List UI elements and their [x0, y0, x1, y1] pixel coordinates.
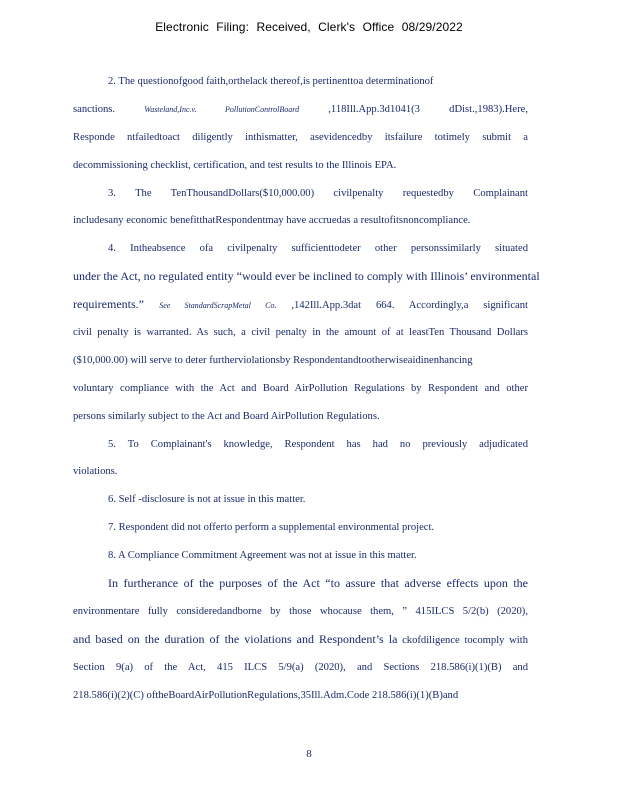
- text-line: violations.: [73, 466, 118, 478]
- text-line: [73, 598, 528, 626]
- text-line: 6. Self -disclosure is not at issue in this matter.: [108, 494, 306, 506]
- text-line: 218.586(i)(2)(C) oftheBoardAirPollutionRegulations,35Ill.Adm.Code 218.586(i)(1)(B)and: [73, 689, 459, 701]
- text-line: [73, 626, 528, 654]
- text-line: under the Act, no regulated entity “would ever be inclined to comply with Illinois’ environmental: [73, 269, 540, 284]
- text-line: 4. Intheabsence ofa civilpenalty sufficienttodeter other personssimilarly situated: [108, 243, 528, 255]
- text-line: decommissioning checklist, certification, and test results to the Illinois EPA.: [73, 159, 397, 171]
- filing-header: Electronic Filing: Received, Clerk's Office 08/29/2022: [155, 20, 463, 34]
- text-line: Section 9(a) of the Act, 415 ILCS 5/9(a) (2020), and Sections 218.586(i)(1)(B) and: [73, 661, 528, 673]
- text-line: civil penalty is warranted. As such, a civil penalty in the amount of at leastTen Thousand Dollars: [73, 327, 528, 339]
- text-line: 8. A Compliance Commitment Agreement was not at issue in this matter.: [108, 550, 417, 562]
- text-line: ($10,000.00) will serve to deter furtherviolationsby Respondentandtootherwiseaidinenhancing: [73, 354, 473, 366]
- document-body: [73, 68, 540, 709]
- text-line: 7. Respondent did not offerto perform a supplemental environmental project.: [108, 522, 435, 534]
- page-number: 8: [306, 748, 312, 760]
- text-segment: ckofdiligence tocomply with: [397, 634, 528, 646]
- text-line: 5. To Complainant's knowledge, Respondent has had no previously adjudicated: [108, 438, 528, 450]
- text-segment: and based on the duration of the violations and Respondent’s la: [73, 631, 398, 646]
- text-segment: requirements.”: [73, 297, 160, 312]
- case-citation: Wasteland,Inc.v. PollutionControlBoard: [144, 104, 300, 114]
- text-segment: environmentare fully consideredandborne by those whocause them, ” 415ILCS 5/2(b) (2020),: [73, 605, 528, 617]
- text-segment: ,142Ill.App.3dat 664. Accordingly,a significant: [276, 300, 528, 312]
- text-line: In furtherance of the purposes of the Act “to assure that adverse effects upon the: [108, 576, 528, 591]
- text-line: [73, 291, 528, 319]
- text-line: 2. The questionofgood faith,orthelack thereof,is pertinenttoa determinationof: [108, 76, 434, 87]
- text-line: persons similarly subject to the Act and Board AirPollution Regulations.: [73, 410, 380, 422]
- text-line: Responde ntfailedtoact diligently inthismatter, asevidencedby itsfailure totimely submit a: [73, 131, 528, 143]
- text-segment: sanctions.: [73, 103, 145, 115]
- text-segment: ,118Ill.App.3d1041(3 dDist.,1983).Here,: [299, 103, 529, 115]
- text-line: voluntary compliance with the Act and Board AirPollution Regulations by Respondent and other: [73, 382, 528, 394]
- text-line: [73, 96, 528, 124]
- text-line: includesany economic benefitthatRespondentmay have accruedas a resultofitsnoncompliance.: [73, 215, 471, 227]
- text-line: 3. The TenThousandDollars($10,000.00) civilpenalty requestedby Complainant: [108, 187, 528, 199]
- case-citation: See StandardScrapMetal Co.: [159, 301, 277, 311]
